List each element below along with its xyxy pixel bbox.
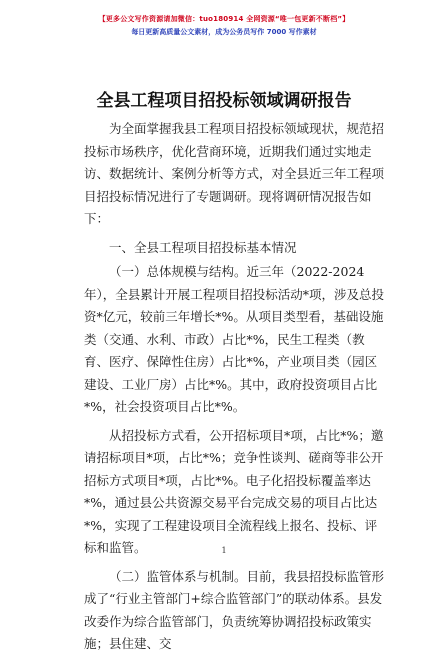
page-number: 1 [221, 546, 227, 555]
promo-banner-line-1: 【更多公文写作资源请加微信：tuo180914 全网资源“唯一包更新不断档”】 [98, 15, 350, 23]
document-body [84, 118, 384, 656]
intro-paragraph: 为全面掌握我县工程项目招投标领域现状，规范招投标市场秩序，优化营商环境，近期我们通过实地走访、数据统计、案例分析等方式，对全县近三年工程项目招投标情况进行了专题调研。现将调研情况报告如下： [84, 121, 385, 226]
promo-banner-line-2: 每日更新高质量公文素材，成为公务员写作 7000 写作素材 [131, 28, 317, 36]
document-title: 全县工程项目招投标领域调研报告 [96, 91, 352, 111]
paragraph-scale-structure: （一）总体规模与结构。近三年（2022-2024年），全县累计开展工程项目招投标活动*项，涉及总投资*亿元，较前三年增长*%。从项目类型看，基础设施类（交通、水利、市政）占比*%，民生工程类（教育、医疗、保障性住房）占比*%，产业项目类（园区建设、工业厂房）占比*%。其中，政府投资项目占比*%，社会投资项目占比*%。 [84, 264, 385, 414]
section-heading-1: 一、全县工程项目招投标基本情况 [109, 239, 297, 255]
paragraph-bidding-methods: 从招投标方式看，公开招标项目*项，占比*%；邀请招标项目*项，占比*%；竞争性谈判、磋商等非公开招标方式项目*项，占比*%。电子化招投标覆盖率达*%，通过县公共资源交易平台完成交易的项目占比达*%，实现了工程建设项目全流程线上报名、投标、评标和监管。 [84, 427, 384, 555]
paragraph-supervision-system: （二）监管体系与机制。目前，我县招投标监管形成了“行业主管部门+综合监管部门”的联动体系。县发改委作为综合监管部门，负责统筹协调招投标政策实施；县住建、交 [84, 568, 385, 651]
